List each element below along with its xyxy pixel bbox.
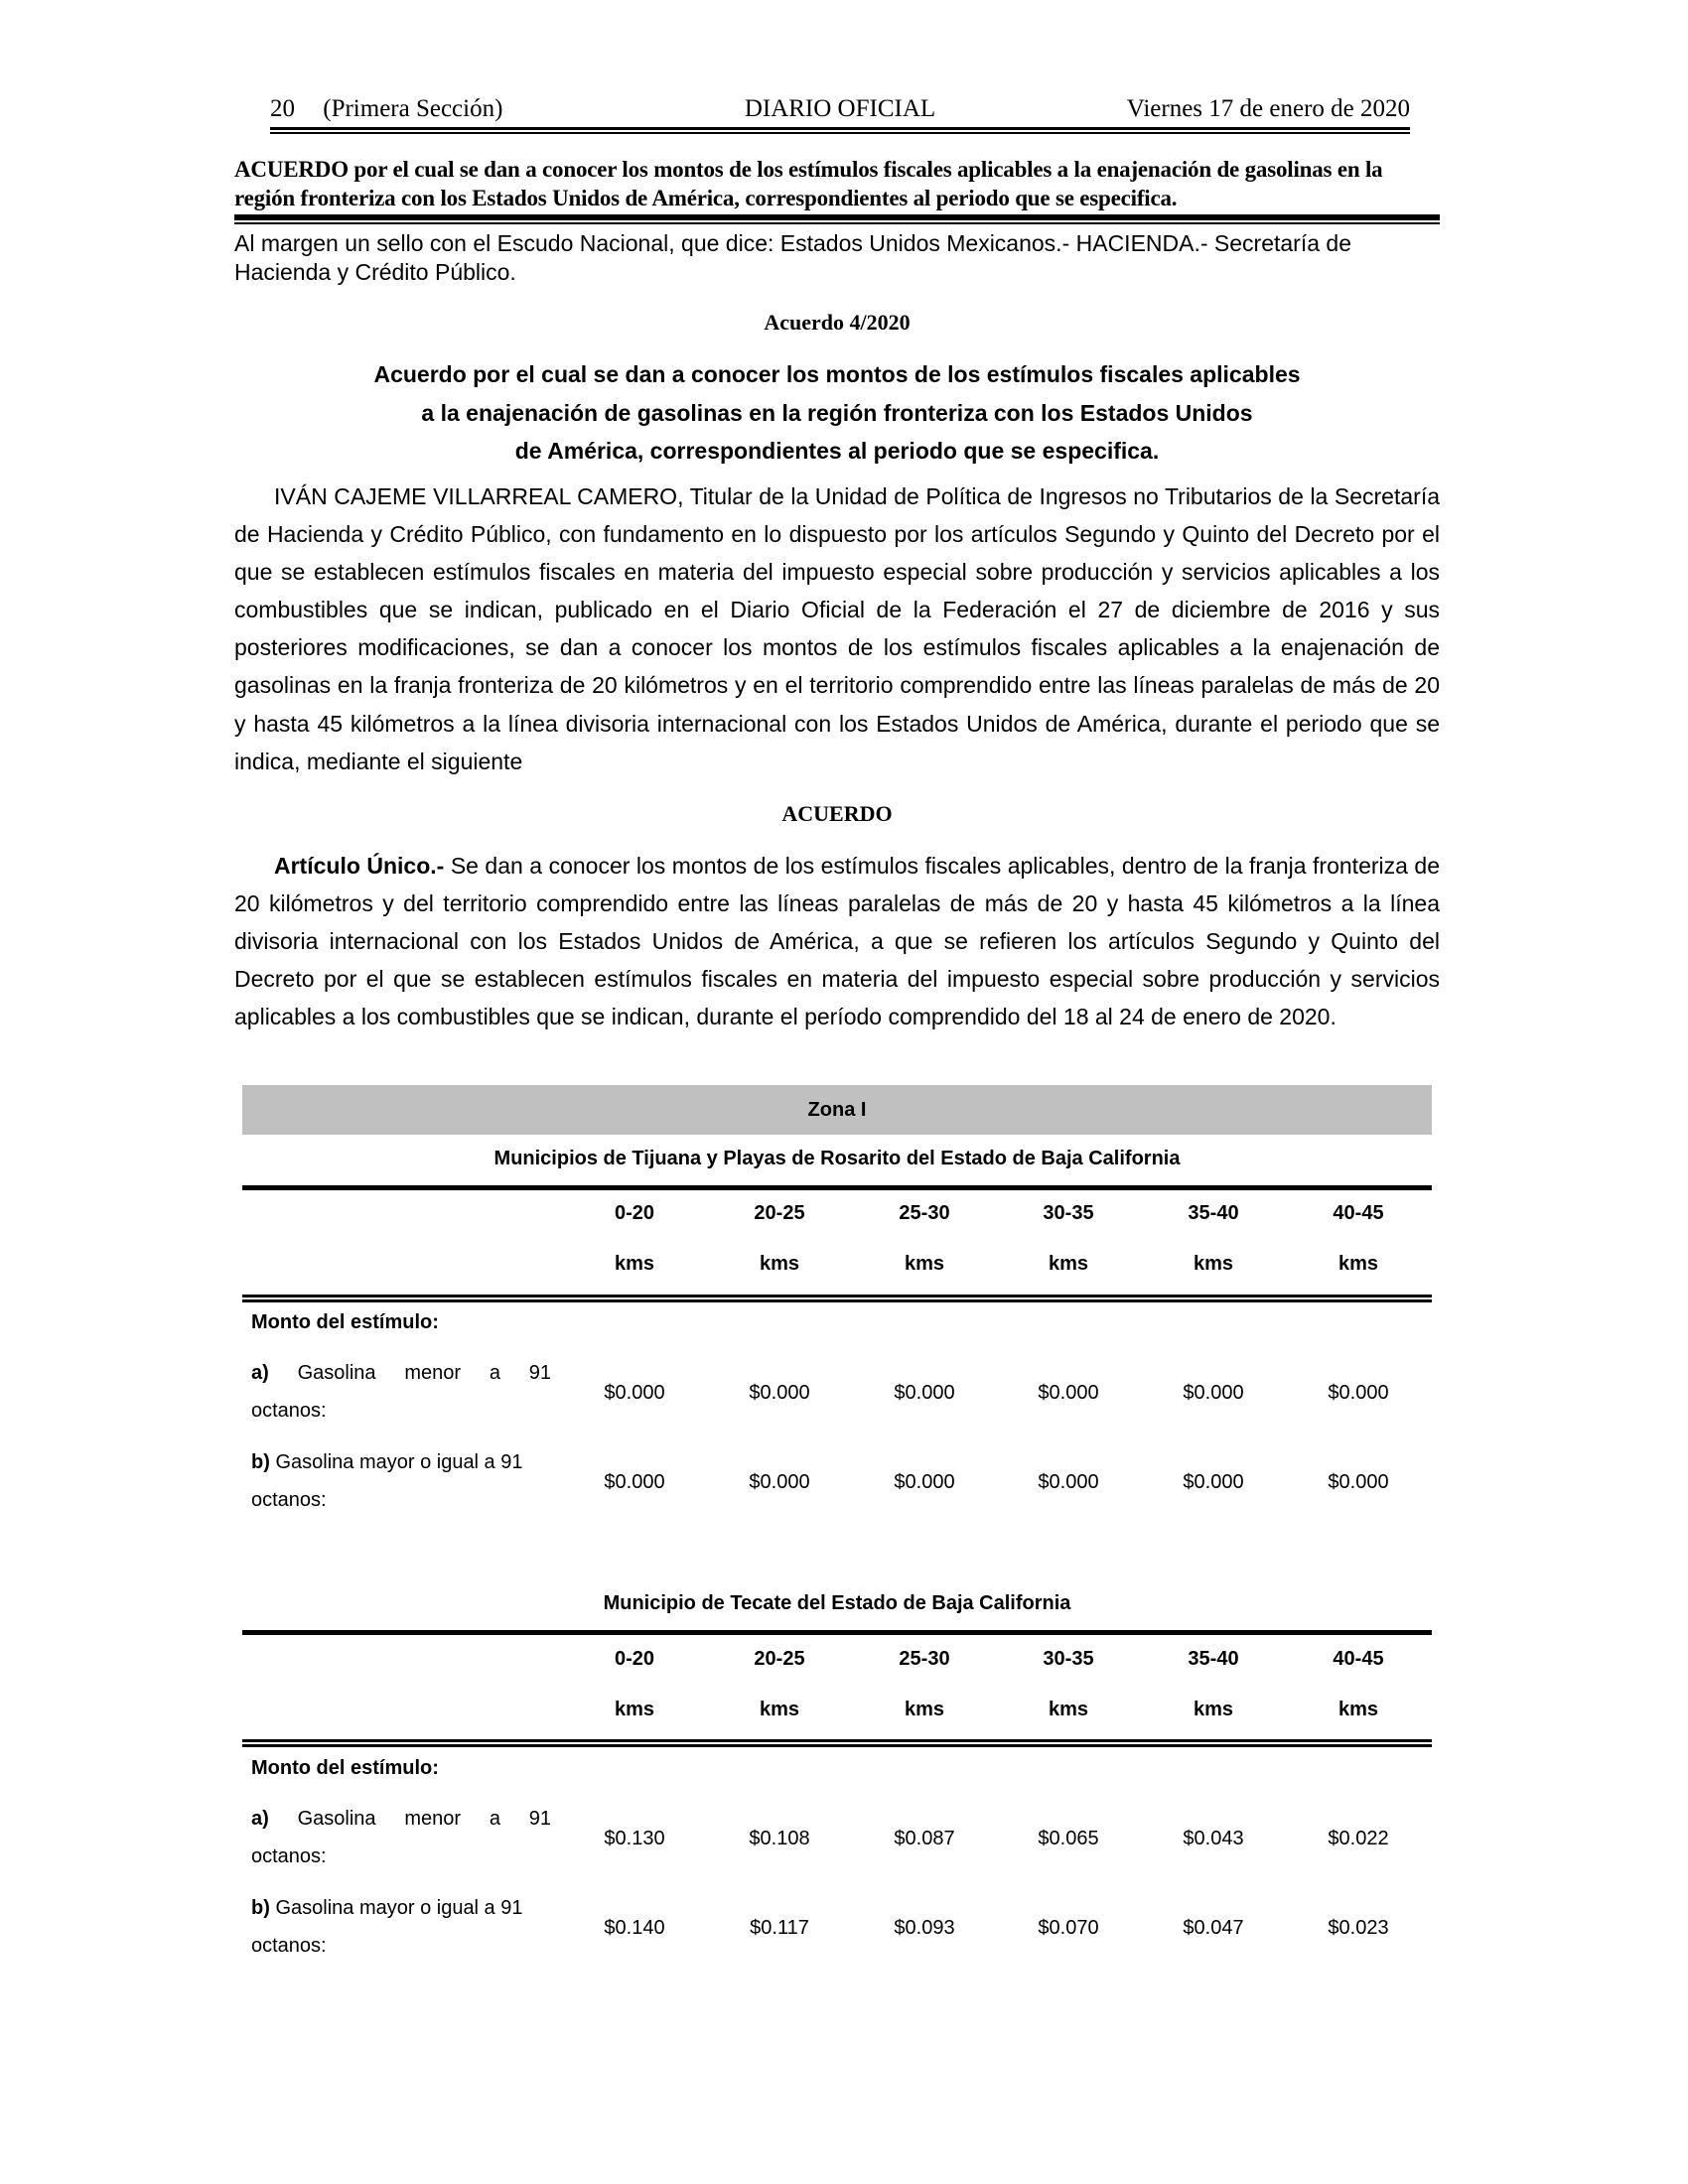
row-label-line1: Gasolina menor a 91 — [297, 1808, 551, 1830]
row-prefix: a) — [251, 1362, 269, 1384]
table-top-rule — [242, 1630, 1432, 1635]
running-header — [270, 93, 1410, 125]
column-header: 20-25 — [754, 1202, 805, 1224]
row-label — [251, 1443, 551, 1519]
column-unit: kms — [614, 1253, 655, 1275]
column-unit: kms — [1193, 1699, 1234, 1720]
value-cell: $0.000 — [1328, 1471, 1389, 1493]
value-cell: $0.047 — [1183, 1917, 1244, 1939]
agreement-subtitle — [234, 355, 1440, 471]
value-cell: $0.000 — [894, 1382, 955, 1404]
column-header: 25-30 — [899, 1202, 950, 1224]
column-header: 20-25 — [754, 1648, 805, 1670]
zone-header: Zona I — [242, 1085, 1432, 1135]
value-cell: $0.108 — [749, 1828, 810, 1849]
column-unit: kms — [1193, 1253, 1234, 1275]
publication-name: DIARIO OFICIAL — [744, 95, 936, 122]
column-header: 35-40 — [1188, 1202, 1239, 1224]
value-cell: $0.070 — [1038, 1917, 1099, 1939]
subtitle-line: a la enajenación de gasolinas en la región fronteriza con los Estados Unidos — [421, 399, 1253, 426]
table-header-rule — [242, 1295, 1432, 1297]
column-unit: kms — [759, 1253, 800, 1275]
article-paragraph — [234, 847, 1440, 1035]
column-unit: kms — [1337, 1253, 1379, 1275]
column-header: 0-20 — [614, 1202, 655, 1224]
column-unit: kms — [614, 1699, 655, 1720]
value-cell: $0.023 — [1328, 1917, 1389, 1939]
margin-note: Al margen un sello con el Escudo Nacional, que dice: Estados Unidos Mexicanos.- HACIENDA.- Secretaría de Hacienda y Crédito Público. — [234, 230, 1351, 285]
value-cell: $0.000 — [604, 1382, 665, 1404]
article-text: Se dan a conocer los montos de los estímulos fiscales aplicables, dentro de la franja fronteriza de 20 kilómetros y del territorio comprendido entre las líneas paralelas de más de 20 y hasta 45 kilómetros a la línea divisoria internacional con los Estados Unidos de América, a que se refieren los artículos Segundo y Quinto del Decreto por el que se establecen estímulos fiscales en materia del impuesto especial sobre producción y servicios aplicables a los combustibles que se indican, durante el período comprendido del 18 al 24 de enero de 2020. — [234, 853, 1440, 1030]
value-cell: $0.000 — [1183, 1382, 1244, 1404]
publication-date: Viernes 17 de enero de 2020 — [1126, 95, 1410, 122]
row-prefix: a) — [251, 1808, 269, 1830]
column-header: 25-30 — [899, 1648, 950, 1670]
value-cell: $0.140 — [604, 1917, 665, 1939]
row-label-line1: Gasolina mayor o igual a 91 — [275, 1897, 523, 1919]
value-cell: $0.043 — [1183, 1828, 1244, 1849]
article-label: Artículo Único.- — [274, 853, 445, 879]
table-top-rule — [242, 1185, 1432, 1190]
value-cell: $0.022 — [1328, 1828, 1389, 1849]
value-cell: $0.000 — [749, 1382, 810, 1404]
column-header: 40-45 — [1333, 1648, 1384, 1670]
subtitle-line: de América, correspondientes al periodo que se especifica. — [514, 438, 1160, 464]
value-cell: $0.000 — [1328, 1382, 1389, 1404]
column-header: 35-40 — [1188, 1648, 1239, 1670]
row-label-line1: Gasolina menor a 91 — [297, 1362, 551, 1384]
value-cell: $0.065 — [1038, 1828, 1099, 1849]
table-header-rule — [242, 1739, 1432, 1742]
title-rule — [234, 214, 1440, 220]
column-header: 40-45 — [1333, 1202, 1384, 1224]
value-cell: $0.130 — [604, 1828, 665, 1849]
column-header: 0-20 — [614, 1648, 655, 1670]
row-label-line2: octanos: — [251, 1845, 327, 1867]
row-label-line2: octanos: — [251, 1400, 327, 1422]
value-cell: $0.117 — [750, 1917, 809, 1939]
subtitle-line: Acuerdo por el cual se dan a conocer los montos de los estímulos fiscales aplicables — [373, 361, 1301, 387]
row-label-line1: Gasolina mayor o igual a 91 — [275, 1451, 523, 1473]
row-label — [251, 1354, 551, 1430]
value-cell: $0.087 — [894, 1828, 955, 1849]
column-unit: kms — [904, 1699, 945, 1720]
preamble-paragraph: IVÁN CAJEME VILLARREAL CAMERO, Titular de la Unidad de Política de Ingresos no Tributarios de la Secretaría de Hacienda y Crédito Público, con fundamento en lo dispuesto por los artículos Segundo y Quinto del Decreto por el que se establecen estímulos fiscales en materia del impuesto especial sobre producción y servicios aplicables a los combustibles que se indican, publicado en el Diario Oficial de la Federación el 27 de diciembre de 2016 y sus posteriores modificaciones, se dan a conocer los montos de los estímulos fiscales aplicables a la enajenación de gasolinas en la franja fronteriza de 20 kilómetros y en el territorio comprendido entre las líneas paralelas de más de 20 y hasta 45 kilómetros a la línea divisoria internacional con los Estados Unidos de América, durante el periodo que se indica, mediante el siguiente — [234, 483, 1440, 774]
column-header: 30-35 — [1043, 1648, 1094, 1670]
row-prefix: b) — [251, 1897, 270, 1919]
value-cell: $0.000 — [604, 1471, 665, 1493]
row-label-line2: octanos: — [251, 1489, 327, 1511]
value-cell: $0.000 — [1038, 1471, 1099, 1493]
agreement-number: Acuerdo 4/2020 — [764, 310, 911, 335]
value-cell: $0.093 — [894, 1917, 955, 1939]
column-unit: kms — [1048, 1253, 1089, 1275]
value-cell: $0.000 — [894, 1471, 955, 1493]
page-number: 20 — [270, 95, 295, 122]
document-title: ACUERDO por el cual se dan a conocer los montos de los estímulos fiscales aplicables a la enajenación de gasolinas en la región fronteriza con los Estados Unidos de América, correspondientes al periodo que se especifica. — [234, 157, 1383, 210]
section-label: Monto del estímulo: — [251, 1757, 439, 1779]
section-label: (Primera Sección) — [323, 95, 503, 122]
row-label — [251, 1889, 551, 1965]
value-cell: $0.000 — [1038, 1382, 1099, 1404]
value-cell: $0.000 — [1183, 1471, 1244, 1493]
row-prefix: b) — [251, 1451, 270, 1473]
column-unit: kms — [1337, 1699, 1379, 1720]
column-header: 30-35 — [1043, 1202, 1094, 1224]
column-unit: kms — [904, 1253, 945, 1275]
section-heading: ACUERDO — [781, 801, 893, 826]
section-label: Monto del estímulo: — [251, 1311, 439, 1333]
column-unit: kms — [759, 1699, 800, 1720]
value-cell: $0.000 — [749, 1471, 810, 1493]
header-rule — [270, 127, 1410, 130]
row-label-line2: octanos: — [251, 1935, 327, 1957]
table-title: Municipios de Tijuana y Playas de Rosarito del Estado de Baja California — [493, 1148, 1181, 1169]
column-unit: kms — [1048, 1699, 1089, 1720]
table-title: Municipio de Tecate del Estado de Baja California — [603, 1592, 1071, 1614]
row-label — [251, 1800, 551, 1875]
